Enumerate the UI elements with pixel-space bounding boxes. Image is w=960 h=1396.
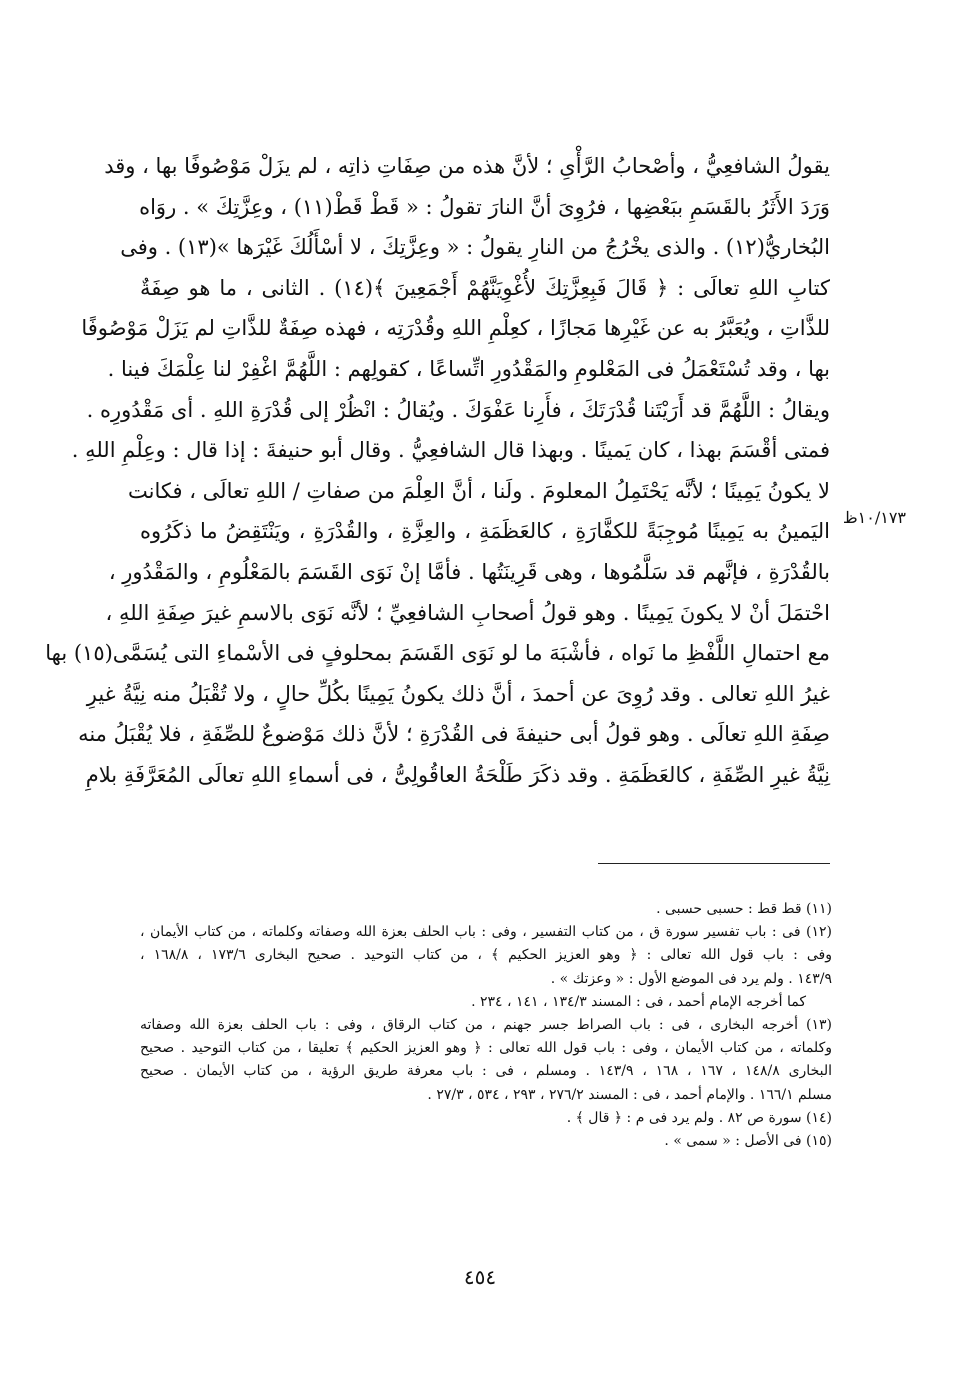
footnote-line: (١٣) أخرجه البخارى ، فى : باب الصراط جسر جهنم ، من كتاب الرقاق ، وفى : باب الحلف بعزة الله وصفاته	[140, 1016, 832, 1033]
text-line: احْتمَلَ أنْ لا يكونَ يَمِينًا . وهو قولُ أصحابِ الشافعِيِّ ؛ لأنَّه نَوَى بالاسمِ غيرَ صِفَةِ اللهِ ،	[105, 600, 830, 625]
text-line: بالقُدْرَةِ ، فإنَّهم قد سَلَّمُوها ، وهى قَرِينَتُها . فأمَّا إنْ نَوَى القَسَمَ بالمَعْلُومِ ، والمَقْدُورِ ،	[108, 559, 830, 584]
text-line: بها ، وقد تُسْتَعْمَلُ فى المَعْلومِ والمَقْدُورِ اتِّساعًا ، كقولِهم : اللَّهُمَّ اغْفِرْ لنا عِلْمَكَ فينا .	[107, 356, 830, 381]
text-line: نِيَّةُ غيرِ الصِّفَةِ ، كالعَظَمَةِ . وقد ذكَرَ طَلْحَةُ العاقُولِىُّ ، فى أسماءِ اللهِ تعالَى المُعَرَّفَةِ بلامِ	[85, 762, 830, 787]
text-line: ويقالُ : اللَّهُمَّ قد أَرَيْتَنا قُدْرَتَكَ ، فأَرِنا عَفْوَكَ . ويُقالُ : انْظُرْ إلى قُدْرَةِ اللهِ . أى مَقْدُورِه .	[86, 397, 830, 422]
text-line: كتابِ اللهِ تعالَى : ﴿ قَالَ فَبِعِزَّتِكَ لأُغْوِيَنَّهُمْ أَجْمَعِينَ ﴾(١٤) . الثانى ، ما هو صِفَةٌ	[140, 275, 830, 300]
footnote-line: (١٢) فى : باب تفسير سورة ق ، من كتاب التفسير ، وفى : باب الحلف بعزة الله وصفاته وكلماته ، من كتاب الأيمان ،	[140, 924, 832, 941]
text-line: وَرَدَ الأَثَرُ بالقَسَمِ ببَعْضِها ، فرُوِىَ أنَّ النارَ تقولُ : « قَطْ قَطْ(١١) ، وعِزَّتِكَ » . روَاه	[139, 194, 830, 219]
footnote-line: وفى : باب قول الله تعالى : ﴿ وهو العزيز الحكيم ﴾ ، من كتاب التوحيد . صحيح البخارى ١٧٣/٦ ، ١٦٨/٨ ،	[140, 947, 832, 964]
main-text	[45, 146, 830, 796]
text-line: البُخاريُّ(١٢) . والذى يخْرُجُ من النارِ يقولُ : « وعِزَّتِكَ ، لا أسْأَلُكَ غَيْرَها »(١٣) . وفى	[120, 235, 830, 260]
footnotes	[140, 898, 832, 1153]
footnote-line: وكلماته ، من كتاب الأيمان ، وفى : باب قول الله تعالى : ﴿ وهو العزيز الحكيم ﴾ تعليقا ، من كتاب التوحيد . صحيح	[140, 1040, 832, 1057]
footnote-line: (١١) قط قط : حسبى حسبى .	[656, 901, 832, 917]
text-line: فمتى أقْسَمَ بهذا ، كان يَمينًا . وبهذا قال الشافعِيُّ . وقال أبو حنيفةَ : إذا قال : وعِلْمِ اللهِ .	[71, 438, 830, 463]
text-line: مع احتمالِ اللَّفْظِ ما نَواه ، فأشْبَهَ ما لو نَوَى القَسَمَ بمحلوفٍ فى الأسْماءِ التى يُسَمَّى(١٥) بها	[45, 641, 830, 666]
footnote-line: ١٤٣/٩ . ولم يرد فى الموضع الأول : « وعزتك » .	[550, 970, 832, 987]
text-line: اليَمينُ به يَمِينًا مُوجِبَةً للكفَّارَةِ ، كالعَظَمَةِ ، والعِزَّةِ ، والقُدْرَةِ ، ويَنْتَقِضُ ما ذكَرُوه	[140, 519, 830, 544]
manuscript-folio-note: ١٠/١٧٣ظ	[842, 508, 906, 527]
footnote-line: البخارى ١٤٨/٨ ، ١٦٧ ، ١٦٨ ، ١٤٣/٩ . ومسلم ، فى : باب معرفة طريق الرؤية ، من كتاب الأيمان . صحيح	[140, 1063, 832, 1080]
text-line: صِفَةِ اللهِ تعالَى . وهو قولُ أبى حنيفةَ فى القُدْرَةِ ؛ لأنَّ ذلك مَوْضوعٌ للصِّفَةِ ، فلا يُقْبَلُ منه	[78, 722, 830, 747]
footnote-line: مسلم ١٦٦/١ . والإمام أحمد ، فى : المسند ٢٧٦/٢ ، ٢٩٣ ، ٥٣٤ ، ٢٧/٣ .	[427, 1086, 832, 1103]
text-line: للذَّاتِ ، ويُعَبَّرُ به عن غَيْرِها مَجازًا ، كعِلْمِ اللهِ وقُدْرَتِه ، فهذه صِفَةٌ للذَّاتِ لم يَزَلْ مَوْصُوفًا	[81, 316, 830, 341]
footnote-line: (١٤) سورة ص ٨٢ . ولم يرد فى م : ﴿ قال ﴾ .	[566, 1109, 832, 1126]
page-number: ٤٥٤	[463, 1265, 497, 1289]
text-line: لا يكونُ يَمِينًا ؛ لأنَّه يَحْتَمِلُ المعلومَ . ولَنا ، أنَّ العِلْمَ من صفاتِ / اللهِ تعالَى ، فكانت	[128, 478, 830, 503]
footnote-line: (١٥) فى الأصل : « سمى » .	[664, 1132, 832, 1149]
text-line: غيرُ اللهِ تعالى . وقد رُوِىَ عن أحمدَ ، أنَّ ذلك يكونُ يَمِينًا بكُلِّ حالٍ ، ولا تُقْبَلُ منه نِيَّةُ غيرِ	[86, 681, 830, 706]
footnote-line: كما أخرجه الإمام أحمد ، فى : المسند ١٣٤/٣ ، ١٤١ ، ٢٣٤ .	[471, 993, 806, 1010]
footnote-divider	[598, 863, 830, 864]
text-line: يقولُ الشافعِيُّ ، وأصْحابُ الرَّأْىِ ؛ لأنَّ هذه من صِفَاتِ ذاتِه ، لم يزَلْ مَوْصُوفًا بها ، وقد	[104, 154, 830, 178]
